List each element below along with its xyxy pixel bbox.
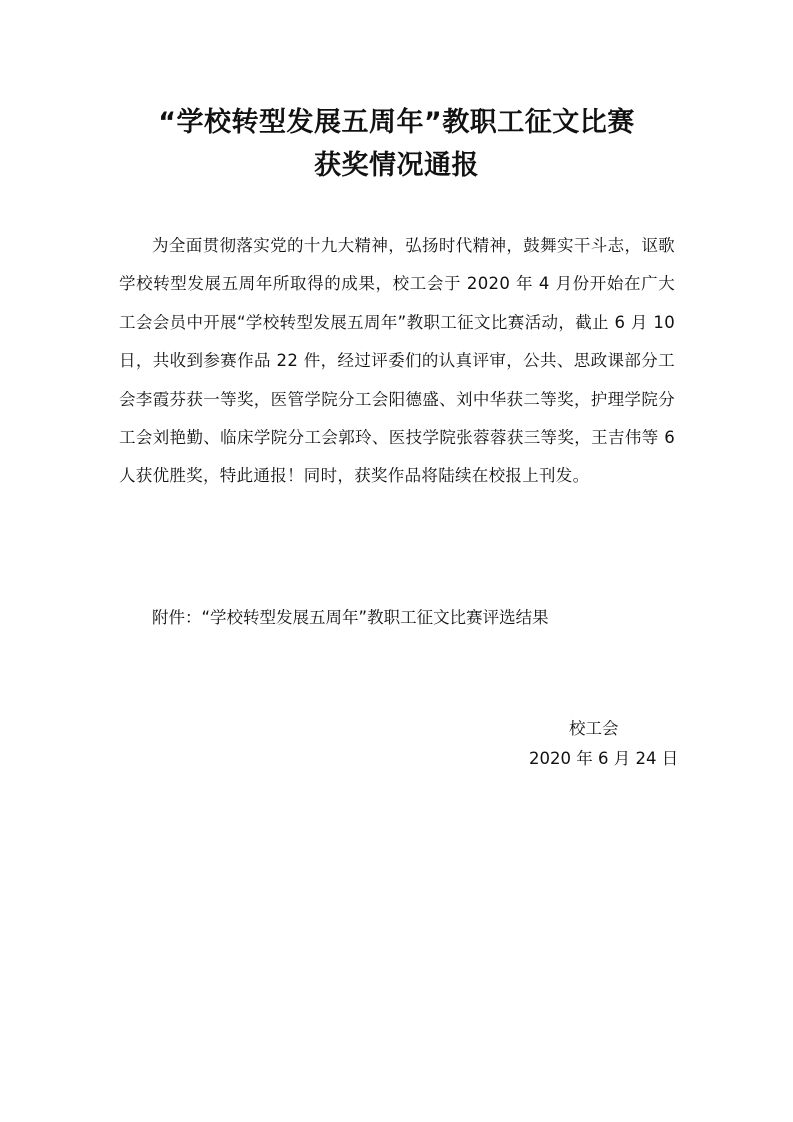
document-title-line-1: “学校转型发展五周年”教职工征文比赛 (158, 107, 635, 138)
body-paragraph: 为全面贯彻落实党的十九大精神，弘扬时代精神，鼓舞实干斗志，讴歌学校转型发展五周年所取得的成果，校工会于 2020 年 4 月份开始在广大工会会员中开展“学校转型发展五周年”教职工征文比赛活动，截止 6 月 10 日，共收到参赛作品 22 件，经过评委们的认真评审，公共、思政课部分工会李霞芬获一等奖，医管学院分工会阳德盛、刘中华获二等奖，护理学院分工会刘艳勤、临床学院分工会郭玲、医技学院张蓉蓉获三等奖，王吉伟等 6 人获优胜奖，特此通报！同时，获奖作品将陆续在校报上刊发。 (119, 236, 675, 486)
signature-organization: 校工会 (569, 719, 619, 738)
signature-date: 2020 年 6 月 24 日 (529, 749, 679, 768)
document-title-line-2: 获奖情况通报 (314, 150, 479, 181)
attachment-note: 附件：“学校转型发展五周年”教职工征文比赛评选结果 (152, 608, 549, 627)
